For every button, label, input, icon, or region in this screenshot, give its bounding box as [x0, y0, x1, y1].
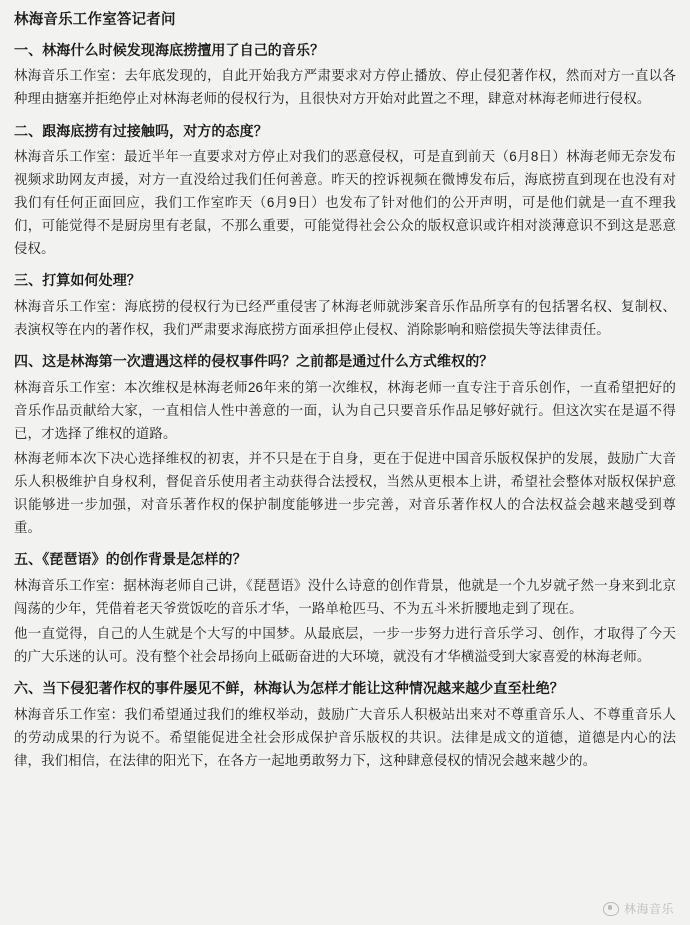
question-heading: 五、《琵琶语》的创作背景是怎样的？	[14, 551, 247, 568]
answer-paragraph: 林海音乐工作室：最近半年一直要求对方停止对我们的恶意侵权，可是直到前天（6月8日）林海老师无奈发布视频求助网友声援，对方一直没给过我们任何善意。昨天的控诉视频在微博发布后，海底捞直到现在也没有对我们有任何正面回应，我们工作室昨天（6月9日）也发布了针对他们的公开声明，可是他们就是一直不理我们，可能觉得不是厨房里有老鼠，不那么重要，可能觉得社会公众的版权意识或许相对淡薄意识不到这是恶意侵权。	[14, 149, 676, 257]
question-heading: 一、林海什么时候发现海底捞擅用了自己的音乐？	[14, 41, 325, 58]
qa-section-2	[14, 121, 676, 261]
question-heading: 四、这是林海第一次遭遇这样的侵权事件吗？之前都是通过什么方式维权的？	[14, 353, 494, 370]
answer-paragraph: 他一直觉得，自己的人生就是个大写的中国梦。从最底层，一步一步努力进行音乐学习、创作，才取得了今天的广大乐迷的认可。没有整个社会昂扬向上砥砺奋进的大环境，就没有才华横溢受到大家喜爱的林海老师。	[14, 626, 676, 665]
answer-paragraph: 林海音乐工作室：本次维权是林海老师26年来的第一次维权，林海老师一直专注于音乐创作，一直希望把好的音乐作品贡献给大家，一直相信人性中善意的一面，认为自己只要音乐作品足够好就行。但这次实在是逼不得已，才选择了维权的道路。	[14, 379, 676, 442]
page-title: 林海音乐工作室答记者问	[14, 12, 176, 28]
answer-paragraph: 林海老师本次下决心选择维权的初衷，并不只是在于自身，更在于促进中国音乐版权保护的发展，鼓励广大音乐人积极维护自身权利，督促音乐使用者主动获得合法授权，当然从更根本上讲，希望社会整体对版权保护意识能够进一步加强，对音乐著作权的保护制度能够进一步完善，对音乐著作权人的合法权益会越来越受到尊重。	[14, 451, 676, 536]
watermark	[603, 900, 674, 917]
qa-section-6	[14, 678, 676, 772]
qa-section-1	[14, 40, 676, 111]
answer-paragraph: 林海音乐工作室：海底捞的侵权行为已经严重侵害了林海老师就涉案音乐作品所享有的包括署名权、复制权、表演权等在内的著作权，我们严肃要求海底捞方面承担停止侵权、消除影响和赔偿损失等法律责任。	[14, 299, 676, 338]
watermark-label: 林海音乐	[623, 902, 674, 916]
question-heading: 三、打算如何处理？	[14, 272, 141, 289]
weibo-icon	[603, 902, 619, 916]
qa-section-5	[14, 549, 676, 668]
qa-section-4	[14, 351, 676, 539]
answer-paragraph: 林海音乐工作室：据林海老师自己讲，《琵琶语》没什么诗意的创作背景，他就是一个九岁就孑然一身来到北京闯荡的少年，凭借着老天爷赏饭吃的音乐才华，一路单枪匹马、不为五斗米折腰地走到了现在。	[14, 577, 676, 616]
qa-section-3	[14, 270, 676, 341]
answer-paragraph: 林海音乐工作室：我们希望通过我们的维权举动，鼓励广大音乐人积极站出来对不尊重音乐人、不尊重音乐人的劳动成果的行为说不。希望能促进全社会形成保护音乐版权的共识。法律是成文的道德，道德是内心的法律，我们相信，在法律的阳光下，在各方一起地勇敢努力下，这种肆意侵权的情况会越来越少的。	[14, 706, 676, 768]
question-heading: 六、当下侵犯著作权的事件屡见不鲜，林海认为怎样才能让这种情况越来越少直至杜绝？	[14, 680, 564, 697]
question-heading: 二、跟海底捞有过接触吗，对方的态度？	[14, 122, 268, 139]
answer-paragraph: 林海音乐工作室：去年底发现的，自此开始我方严肃要求对方停止播放、停止侵犯著作权，然而对方一直以各种理由搪塞并拒绝停止对林海老师的侵权行为，且很快对方开始对此置之不理，肆意对林海老师进行侵权。	[14, 68, 676, 107]
